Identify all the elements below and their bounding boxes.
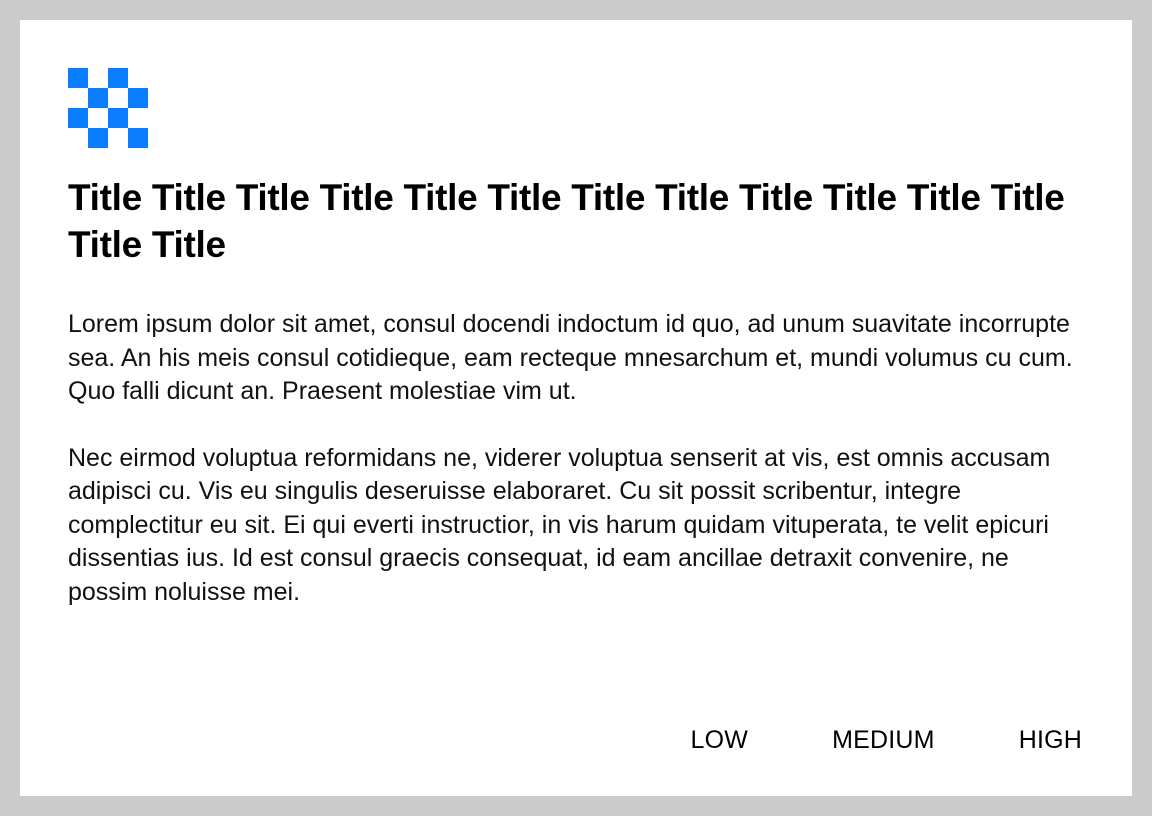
high-button[interactable]: HIGH — [1018, 726, 1082, 754]
dialog-body — [68, 308, 1088, 642]
body-paragraph-2: Nec eirmod voluptua reformidans ne, viderer voluptua senserit at vis, est omnis accusam adipisci cu. Vis eu singulis deseruisse elaboraret. Cu sit possit scribentur, integre complectitur eu sit. Ei qui everti instructior, in vis harum quidam vituperata, te velit epicuri dissentias ius. Id est consul graecis consequat, id eam ancillae detraxit convenire, ne possim noluisse mei. — [68, 443, 1051, 606]
dialog — [20, 20, 1132, 796]
dialog-title: Title Title Title Title Title Title Title Title Title Title Title Title Title Title — [68, 177, 1065, 265]
low-button[interactable]: LOW — [690, 726, 749, 754]
checkerboard-logo-icon — [68, 68, 148, 148]
dialog-actions — [691, 726, 1082, 755]
medium-button[interactable]: MEDIUM — [832, 726, 935, 754]
body-paragraph-1: Lorem ipsum dolor sit amet, consul docendi indoctum id quo, ad unum suavitate incorrupte sea. An his meis consul cotidieque, eam recteque mnesarchum et, mundi volumus cu cum. Quo falli dicunt an. Praesent molestiae vim ut. — [68, 310, 1073, 405]
